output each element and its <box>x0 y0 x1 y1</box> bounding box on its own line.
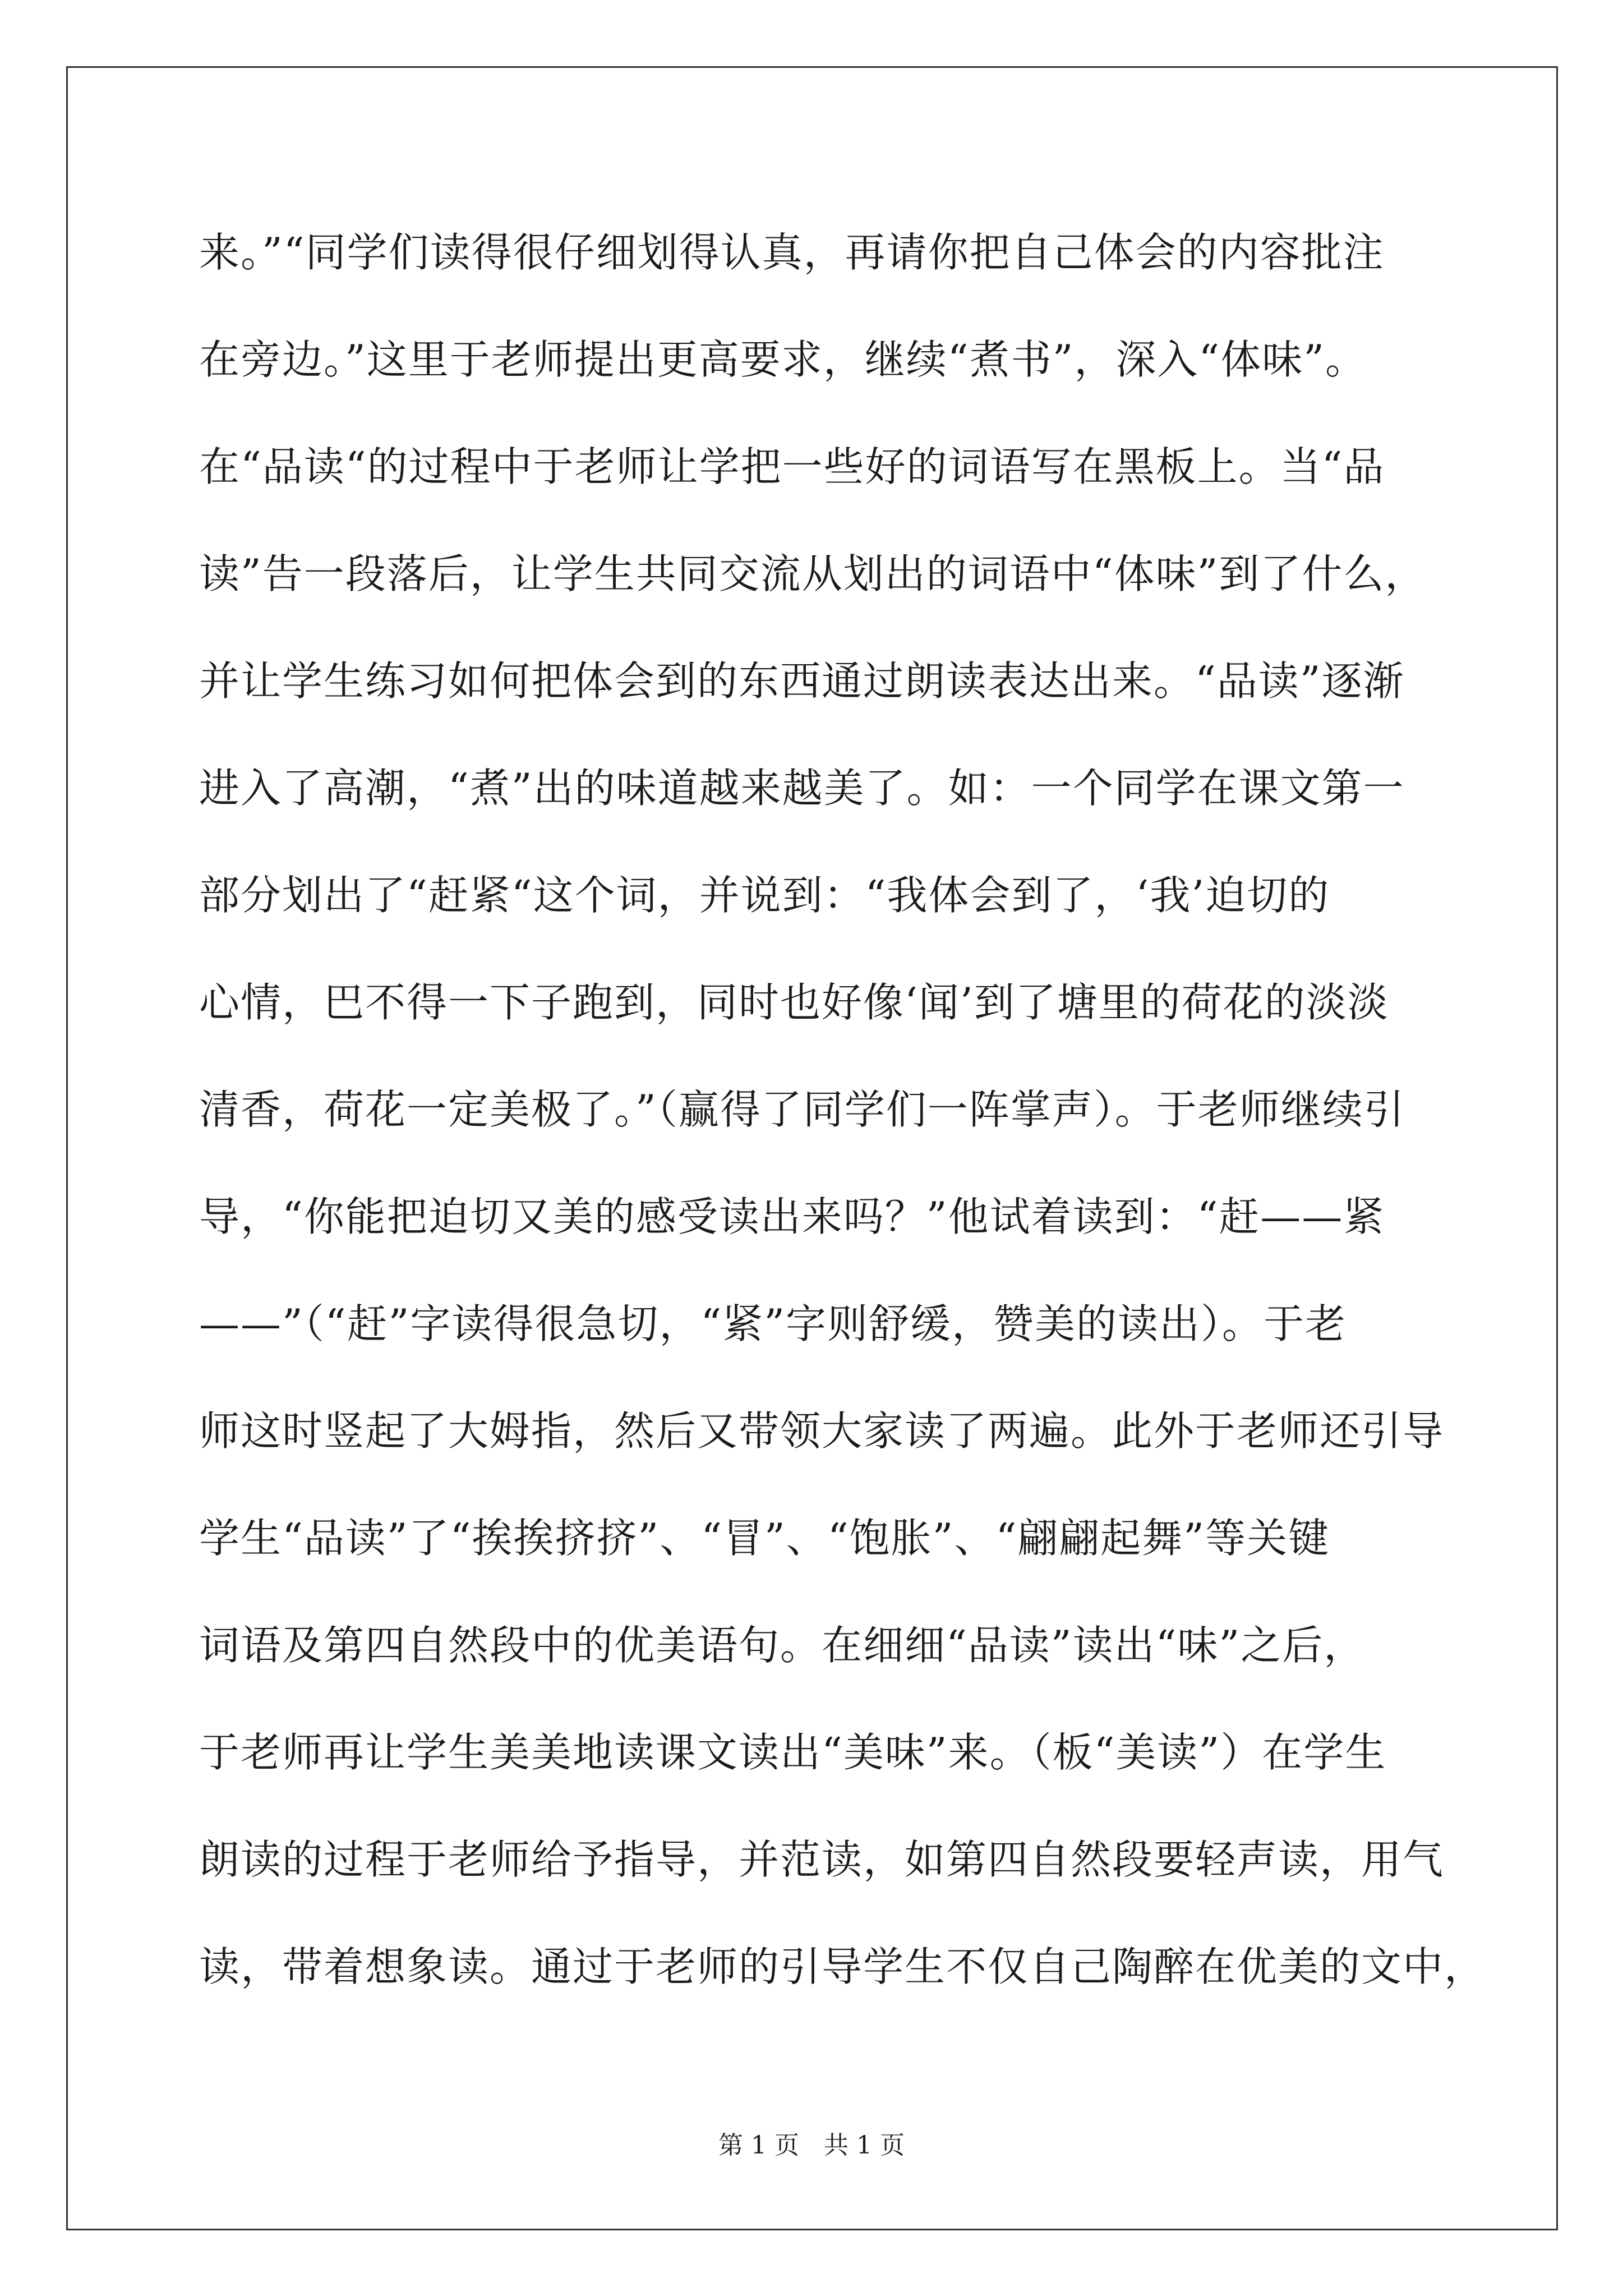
text-line: 师这时竖起了大姆指，然后又带领大家读了两遍。此外于老师还引导 <box>199 1407 1445 1455</box>
text-line: 学生“品读”了“挨挨挤挤”、“冒”、“饱胀”、“翩翩起舞”等关键 <box>199 1515 1330 1562</box>
text-line: 读”告一段落后，让学生共同交流从划出的词语中“体味”到了什么， <box>199 550 1427 597</box>
text-line: 部分划出了“赶紧“这个词，并说到：“我体会到了，‘我’迫切的 <box>199 872 1330 919</box>
text-line: 在旁边。”这里于老师提出更高要求，继续“煮书”，深入“体味”。 <box>199 336 1367 383</box>
text-line: 朗读的过程于老师给予指导，并范读，如第四自然段要轻声读，用气 <box>199 1836 1445 1883</box>
text-line: 清香，荷花一定美极了。”（赢得了同学们一阵掌声）。于老师继续引 <box>199 1086 1405 1133</box>
text-line: 进入了高潮，“煮”出的味道越来越美了。如：一个同学在课文第一 <box>199 765 1405 812</box>
text-line: 在“品读“的过程中于老师让学把一些好的词语写在黑板上。当“品 <box>199 443 1385 490</box>
text-line: 词语及第四自然段中的优美语句。在细细“品读”读出“味”之后， <box>199 1622 1366 1669</box>
text-line: 来。”“同学们读得很仔细划得认真，再请你把自己体会的内容批注 <box>199 229 1385 276</box>
text-line: 心情，巴不得一下子跑到，同时也好像‘闻’到了塘里的荷花的淡淡 <box>199 979 1389 1026</box>
text-line: ——”（“赶”字读得很急切，“紧”字则舒缓，赞美的读出）。于老 <box>199 1300 1347 1347</box>
text-line: 并让学生练习如何把体会到的东西通过朗读表达出来。“品读”逐渐 <box>199 657 1405 705</box>
text-line: 读，带着想象读。通过于老师的引导学生不仅自己陶醉在优美的文中， <box>199 1943 1486 1990</box>
text-line: 于老师再让学生美美地读课文读出“美味”来。（板“美读”）在学生 <box>199 1729 1387 1776</box>
page-footer: 第 1 页 共 1 页 <box>718 2131 905 2160</box>
text-line: 导，“你能把迫切又美的感受读出来吗？”他试着读到：“赶——紧 <box>199 1193 1385 1240</box>
document-body <box>199 208 1486 2029</box>
